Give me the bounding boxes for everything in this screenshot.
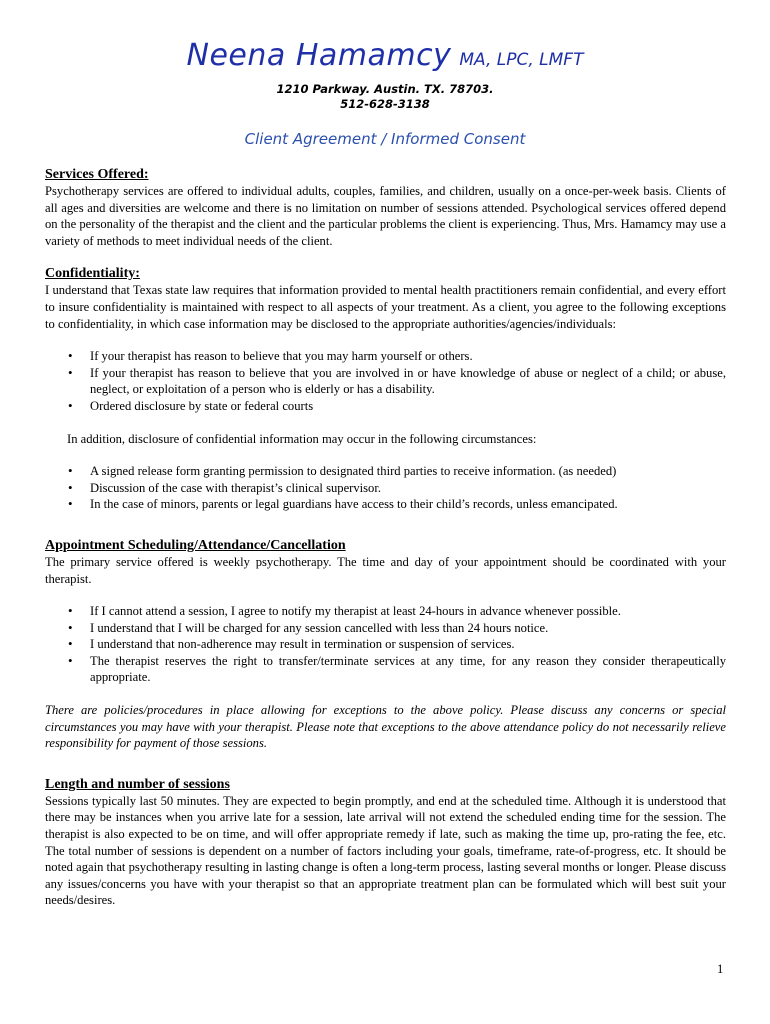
page-number: 1 [717,962,724,976]
confidentiality-exceptions-list [45,348,726,414]
scheduling-heading: Appointment Scheduling/Attendance/Cancellation [45,537,346,553]
scheduling-list [45,603,726,686]
practitioner-credentials: MA, LPC, LMFT [459,50,584,70]
length-paragraph: Sessions typically last 50 minutes. They are expected to begin promptly, and end at the scheduled time. Although it is understood that there may be instances when you arrive late for a session, late arrival will not extend the scheduled ending time for the session. The therapist is also expected to be on time, and will offer appropriate remedy if late, such as making the time up, pro-rating the fee, etc. The total number of sessions is dependent on a number of factors including your goals, timeframe, rate-of-progress, etc. It should be noted again that psychotherapy resulting in lasting change is often a long-term process, lasting several months or longer. Please discuss any issues/concerns you have with your therapist so that an appropriate treatment plan can be formulated which will best suit your needs/desires. [45,793,726,908]
list-item: • I understand that I will be charged for any session cancelled with less than 24 hours notice. [45,620,726,637]
confidentiality-paragraph: I understand that Texas state law requires that information provided to mental health practitioners remain confidential, and every effort to insure confidentiality is maintained with respect to all aspects of your treatment. As a client, you agree to the following exceptions to confidentiality, in which case information may be disclosed to the appropriate authorities/agencies/individuals: [45,283,726,331]
letterhead-name-line [0,38,770,73]
list-item: • If your therapist has reason to believe that you are involved in or have knowledge of abuse or neglect of a child; or abuse, neglect, or exploitation of a person who is elderly or has a disability. [45,365,726,398]
document-title: Client Agreement / Informed Consent [244,130,526,148]
length-heading: Length and number of sessions [45,776,230,792]
letterhead-contact [0,82,770,112]
list-item: • Ordered disclosure by state or federal courts [45,398,726,415]
disclosure-intro: In addition, disclosure of confidential information may occur in the following circumstances: [67,431,537,446]
services-paragraph: Psychotherapy services are offered to individual adults, couples, families, and children, usually on a once-per-week basis. Clients of all ages and diversities are welcome and there is no limitation on number of sessions attended. Psychological services offered depend on the personality of the therapist and the client and the particular problems the client is experiencing. Thus, Mrs. Hamamcy may use a variety of methods to meet individual needs of the client. [45,184,726,248]
address: 1210 Parkway. Austin. TX. 78703. [276,82,494,96]
list-item: • I understand that non-adherence may result in termination or suspension of services. [45,636,726,653]
document-body [45,166,726,909]
list-item: • A signed release form granting permission to designated third parties to receive information. (as needed) [45,463,726,480]
list-item: • If I cannot attend a session, I agree to notify my therapist at least 24-hours in advance whenever possible. [45,603,726,620]
scheduling-paragraph: The primary service offered is weekly psychotherapy. The time and day of your appointment should be coordinated with your therapist. [45,554,726,586]
list-item: • In the case of minors, parents or legal guardians have access to their child’s records, unless emancipated. [45,496,726,513]
practitioner-name: Neena Hamamcy [186,38,452,73]
confidentiality-heading: Confidentiality: [45,266,140,282]
disclosure-circumstances-list [45,463,726,513]
policy-note: There are policies/procedures in place allowing for exceptions to the above policy. Please discuss any concerns or special circumstances you may have with your therapist. Please note that exceptions to the above attendance policy do not necessarily relieve responsibility for payment of those sessions. [45,703,726,751]
services-heading: Services Offered: [45,167,149,182]
list-item: • The therapist reserves the right to transfer/terminate services at any time, for any reason they consider therapeutically appropriate. [45,653,726,686]
phone-number: 512-628-3138 [340,97,430,111]
list-item: • Discussion of the case with therapist’s clinical supervisor. [45,480,726,497]
list-item: • If your therapist has reason to believe that you may harm yourself or others. [45,348,726,365]
